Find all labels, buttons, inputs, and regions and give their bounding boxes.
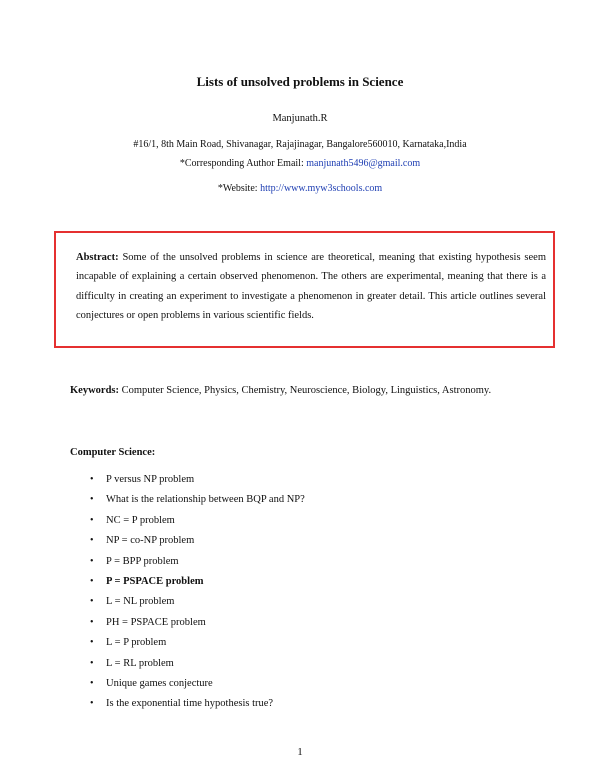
- keywords: [70, 383, 528, 398]
- website-link[interactable]: http://www.myw3schools.com: [260, 183, 383, 194]
- website-line: [0, 183, 600, 194]
- list-item-text: P = PSPACE problem: [106, 575, 204, 587]
- abstract-body: Some of the unsolved problems in science are theoretical, meaning that existing hypothesis seem incapable of explaining a certain observed phenomenon. The others are experimental, meaning that there is a difficulty in creating an experiment to investigate a phenomenon in greater detail. This article outlines several conjectures or open problems in various scientific fields.: [76, 252, 546, 321]
- section-heading-computer-science: Computer Science:: [70, 447, 156, 458]
- bullet-icon: •: [90, 698, 94, 710]
- bullet-icon: •: [90, 677, 94, 689]
- bullet-icon: •: [90, 514, 94, 526]
- page-number: 1: [297, 746, 303, 758]
- list-item-text: NP = co-NP problem: [106, 535, 195, 547]
- email-label: *Corresponding Author Email:: [179, 158, 307, 169]
- list-item-text: L = NL problem: [106, 596, 175, 608]
- bullet-icon: •: [90, 596, 94, 608]
- list-item-text: Is the exponential time hypothesis true?: [106, 698, 274, 710]
- list-item-text: L = RL problem: [106, 657, 174, 669]
- list-item-text: NC = P problem: [106, 514, 175, 526]
- bullet-icon: •: [90, 535, 94, 547]
- abstract-label: Abstract:: [76, 252, 119, 263]
- list-item-text: L = P problem: [106, 637, 167, 649]
- bullet-icon: •: [90, 494, 94, 506]
- keywords-label: Keywords:: [70, 385, 119, 396]
- email-link[interactable]: manjunath5496@gmail.com: [306, 158, 421, 169]
- abstract-box: [54, 231, 555, 348]
- bullet-icon: •: [90, 637, 94, 649]
- bullet-icon: •: [90, 657, 94, 669]
- keywords-body: Computer Science, Physics, Chemistry, Neuroscience, Biology, Linguistics, Astronomy.: [119, 385, 492, 396]
- abstract-text: [76, 248, 546, 325]
- bullet-icon: •: [90, 555, 94, 567]
- author-name: Manjunath.R: [272, 113, 328, 124]
- list-item-text: P = BPP problem: [106, 555, 179, 567]
- list-item-text: What is the relationship between BQP and NP?: [106, 494, 305, 506]
- author-address: #16/1, 8th Main Road, Shivanagar, Rajajinagar, Bangalore560010, Karnataka,India: [133, 139, 467, 150]
- list-item-text: Unique games conjecture: [106, 677, 213, 689]
- website-label: *Website:: [217, 183, 261, 194]
- list-item-text: P versus NP problem: [106, 474, 195, 485]
- email-line: [0, 158, 600, 169]
- bullet-icon: •: [90, 474, 94, 485]
- list-item-text: PH = PSPACE problem: [106, 616, 206, 628]
- bullet-icon: •: [90, 575, 94, 587]
- paper-title: Lists of unsolved problems in Science: [196, 74, 404, 89]
- bullet-icon: •: [90, 616, 94, 628]
